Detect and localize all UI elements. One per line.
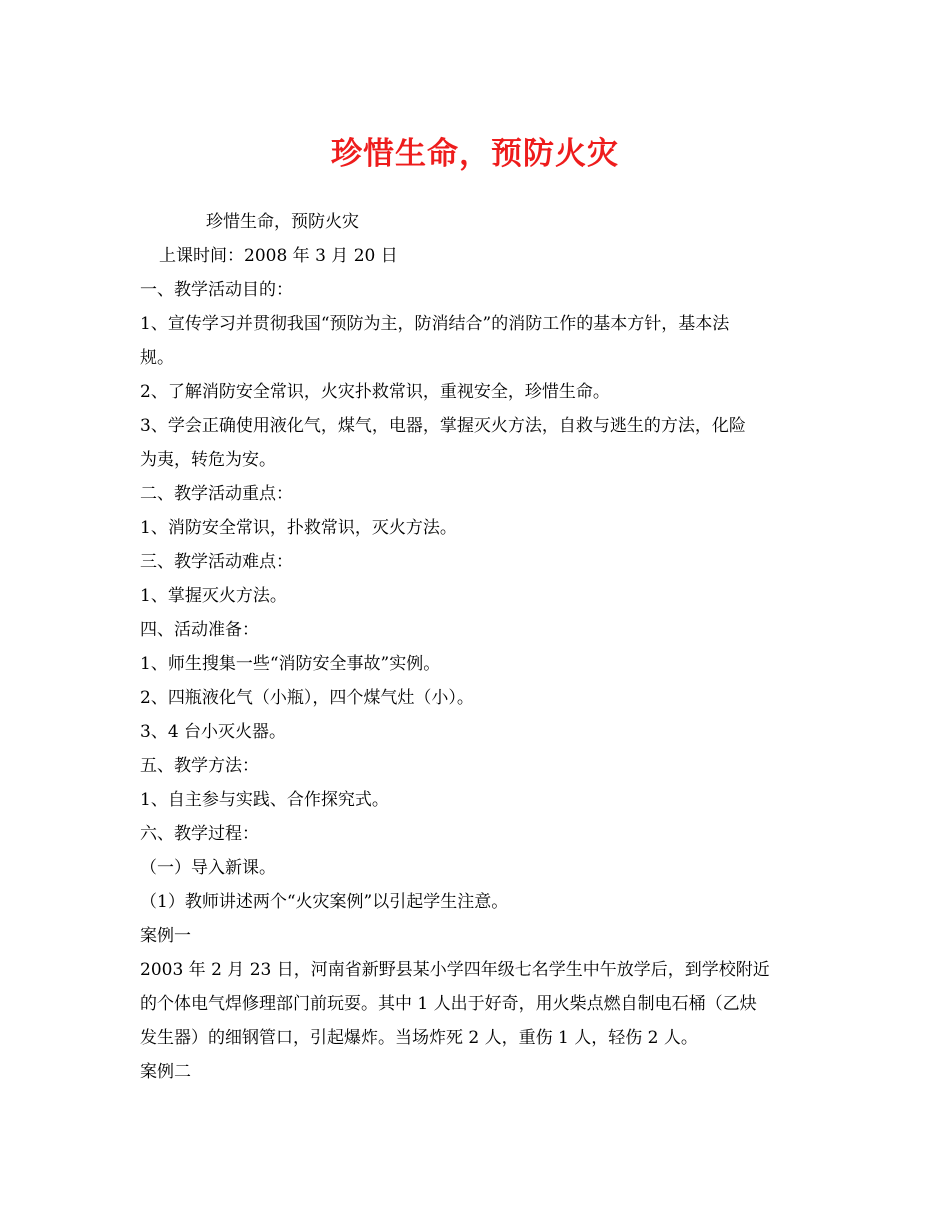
paragraph-line: 1、宣传学习并贯彻我国“预防为主，防消结合”的消防工作的基本方针，基本法 [140,314,730,334]
document-title: 珍惜生命，预防火灾 [331,136,619,172]
paragraph-line: 1、自主参与实践、合作探究式。 [140,790,389,810]
paragraph-line: （1）教师讲述两个“火灾案例”以引起学生注意。 [140,892,509,912]
paragraph-line: 2、了解消防安全常识，火灾扑救常识，重视安全，珍惜生命。 [140,382,610,402]
paragraph-line: 3、学会正确使用液化气，煤气，电器，掌握灭火方法，自救与逃生的方法，化险 [140,416,746,436]
paragraph-line: 的个体电气焊修理部门前玩耍。其中 1 人出于好奇，用火柴点燃自制电石桶（乙炔 [140,994,757,1014]
paragraph-line: 为夷，转危为安。 [140,450,276,470]
paragraph-line: 2、四瓶液化气（小瓶），四个煤气灶（小）。 [140,688,474,708]
paragraph-line: 发生器）的细钢管口，引起爆炸。当场炸死 2 人，重伤 1 人，轻伤 2 人。 [140,1028,698,1048]
section-heading: 二、教学活动重点： [140,484,293,504]
section-heading: 六、教学过程： [140,824,259,844]
section-heading: 五、教学方法： [140,756,259,776]
class-time-line: 上课时间：2008 年 3 月 20 日 [159,246,398,266]
section-heading: 三、教学活动难点： [140,552,293,572]
section-heading: 四、活动准备： [140,620,259,640]
paragraph-line: （一）导入新课。 [140,858,276,878]
paragraph-line: 规。 [140,348,174,368]
subtitle-line: 珍惜生命，预防火灾 [206,212,359,232]
paragraph-line: 2003 年 2 月 23 日，河南省新野县某小学四年级七名学生中午放学后，到学校附近 [140,960,770,980]
section-heading: 一、教学活动目的： [140,280,293,300]
document-body [140,205,820,1089]
paragraph-line: 1、消防安全常识，扑救常识，灭火方法。 [140,518,457,538]
case-heading: 案例一 [140,926,191,946]
paragraph-line: 1、师生搜集一些“消防安全事故”实例。 [140,654,441,674]
paragraph-line: 1、掌握灭火方法。 [140,586,287,606]
case-heading: 案例二 [140,1062,191,1082]
paragraph-line: 3、4 台小灭火器。 [140,722,287,742]
